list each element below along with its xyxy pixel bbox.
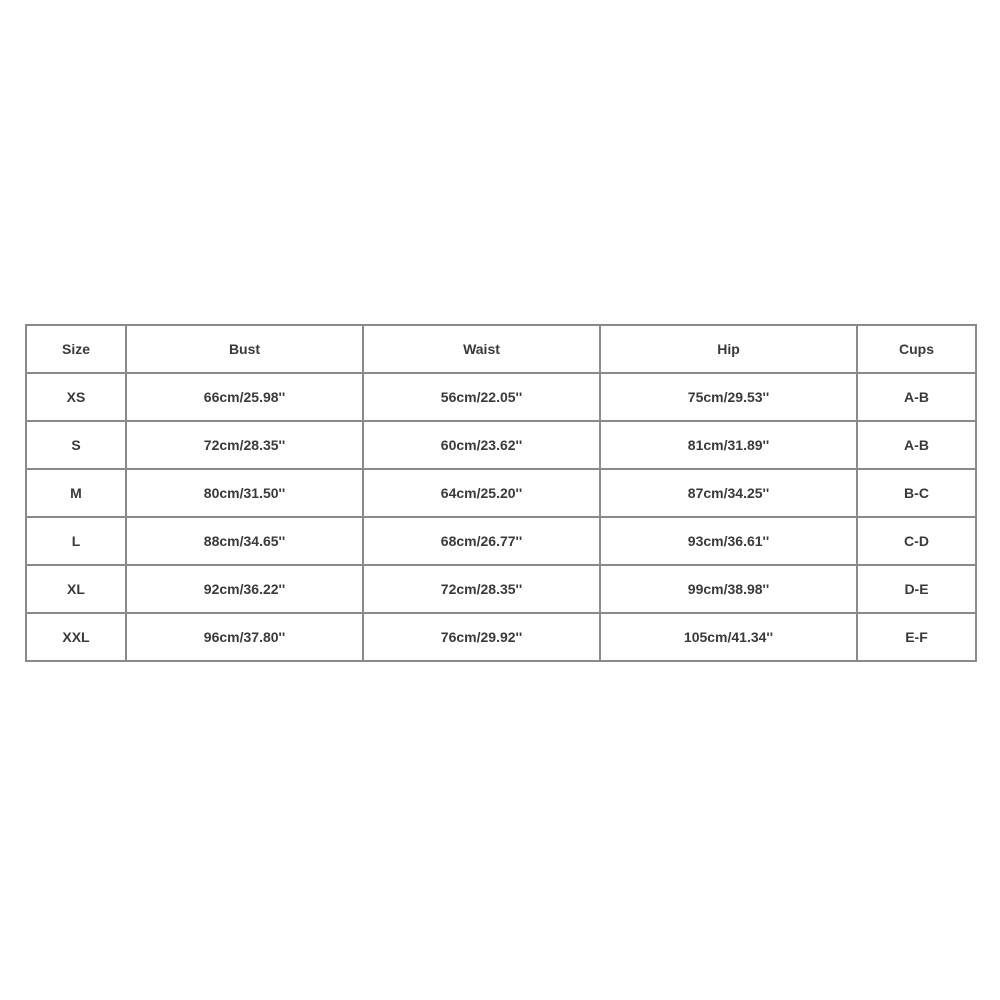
- header-size: Size: [26, 325, 126, 373]
- table-row: [26, 517, 976, 565]
- cell-bust: 88cm/34.65'': [126, 517, 363, 565]
- header-bust: Bust: [126, 325, 363, 373]
- cell-size: M: [26, 469, 126, 517]
- cell-waist: 60cm/23.62'': [363, 421, 600, 469]
- table-row: [26, 373, 976, 421]
- cell-hip: 81cm/31.89'': [600, 421, 857, 469]
- cell-waist: 64cm/25.20'': [363, 469, 600, 517]
- table-header: [26, 325, 976, 373]
- table-row: [26, 613, 976, 661]
- cell-hip: 99cm/38.98'': [600, 565, 857, 613]
- cell-bust: 92cm/36.22'': [126, 565, 363, 613]
- cell-hip: 105cm/41.34'': [600, 613, 857, 661]
- header-hip: Hip: [600, 325, 857, 373]
- table-row: [26, 565, 976, 613]
- header-cups: Cups: [857, 325, 976, 373]
- cell-hip: 87cm/34.25'': [600, 469, 857, 517]
- table-row: [26, 421, 976, 469]
- cell-cups: B-C: [857, 469, 976, 517]
- header-waist: Waist: [363, 325, 600, 373]
- table-body: [26, 373, 976, 661]
- cell-bust: 66cm/25.98'': [126, 373, 363, 421]
- cell-bust: 72cm/28.35'': [126, 421, 363, 469]
- cell-waist: 56cm/22.05'': [363, 373, 600, 421]
- cell-hip: 93cm/36.61'': [600, 517, 857, 565]
- cell-cups: A-B: [857, 373, 976, 421]
- cell-size: S: [26, 421, 126, 469]
- cell-bust: 80cm/31.50'': [126, 469, 363, 517]
- cell-hip: 75cm/29.53'': [600, 373, 857, 421]
- size-chart-table: [25, 324, 977, 662]
- cell-waist: 68cm/26.77'': [363, 517, 600, 565]
- cell-size: XXL: [26, 613, 126, 661]
- table-row: [26, 469, 976, 517]
- cell-bust: 96cm/37.80'': [126, 613, 363, 661]
- header-row: [26, 325, 976, 373]
- cell-cups: C-D: [857, 517, 976, 565]
- cell-cups: A-B: [857, 421, 976, 469]
- cell-cups: D-E: [857, 565, 976, 613]
- cell-size: XS: [26, 373, 126, 421]
- cell-size: L: [26, 517, 126, 565]
- cell-waist: 76cm/29.92'': [363, 613, 600, 661]
- cell-size: XL: [26, 565, 126, 613]
- cell-cups: E-F: [857, 613, 976, 661]
- cell-waist: 72cm/28.35'': [363, 565, 600, 613]
